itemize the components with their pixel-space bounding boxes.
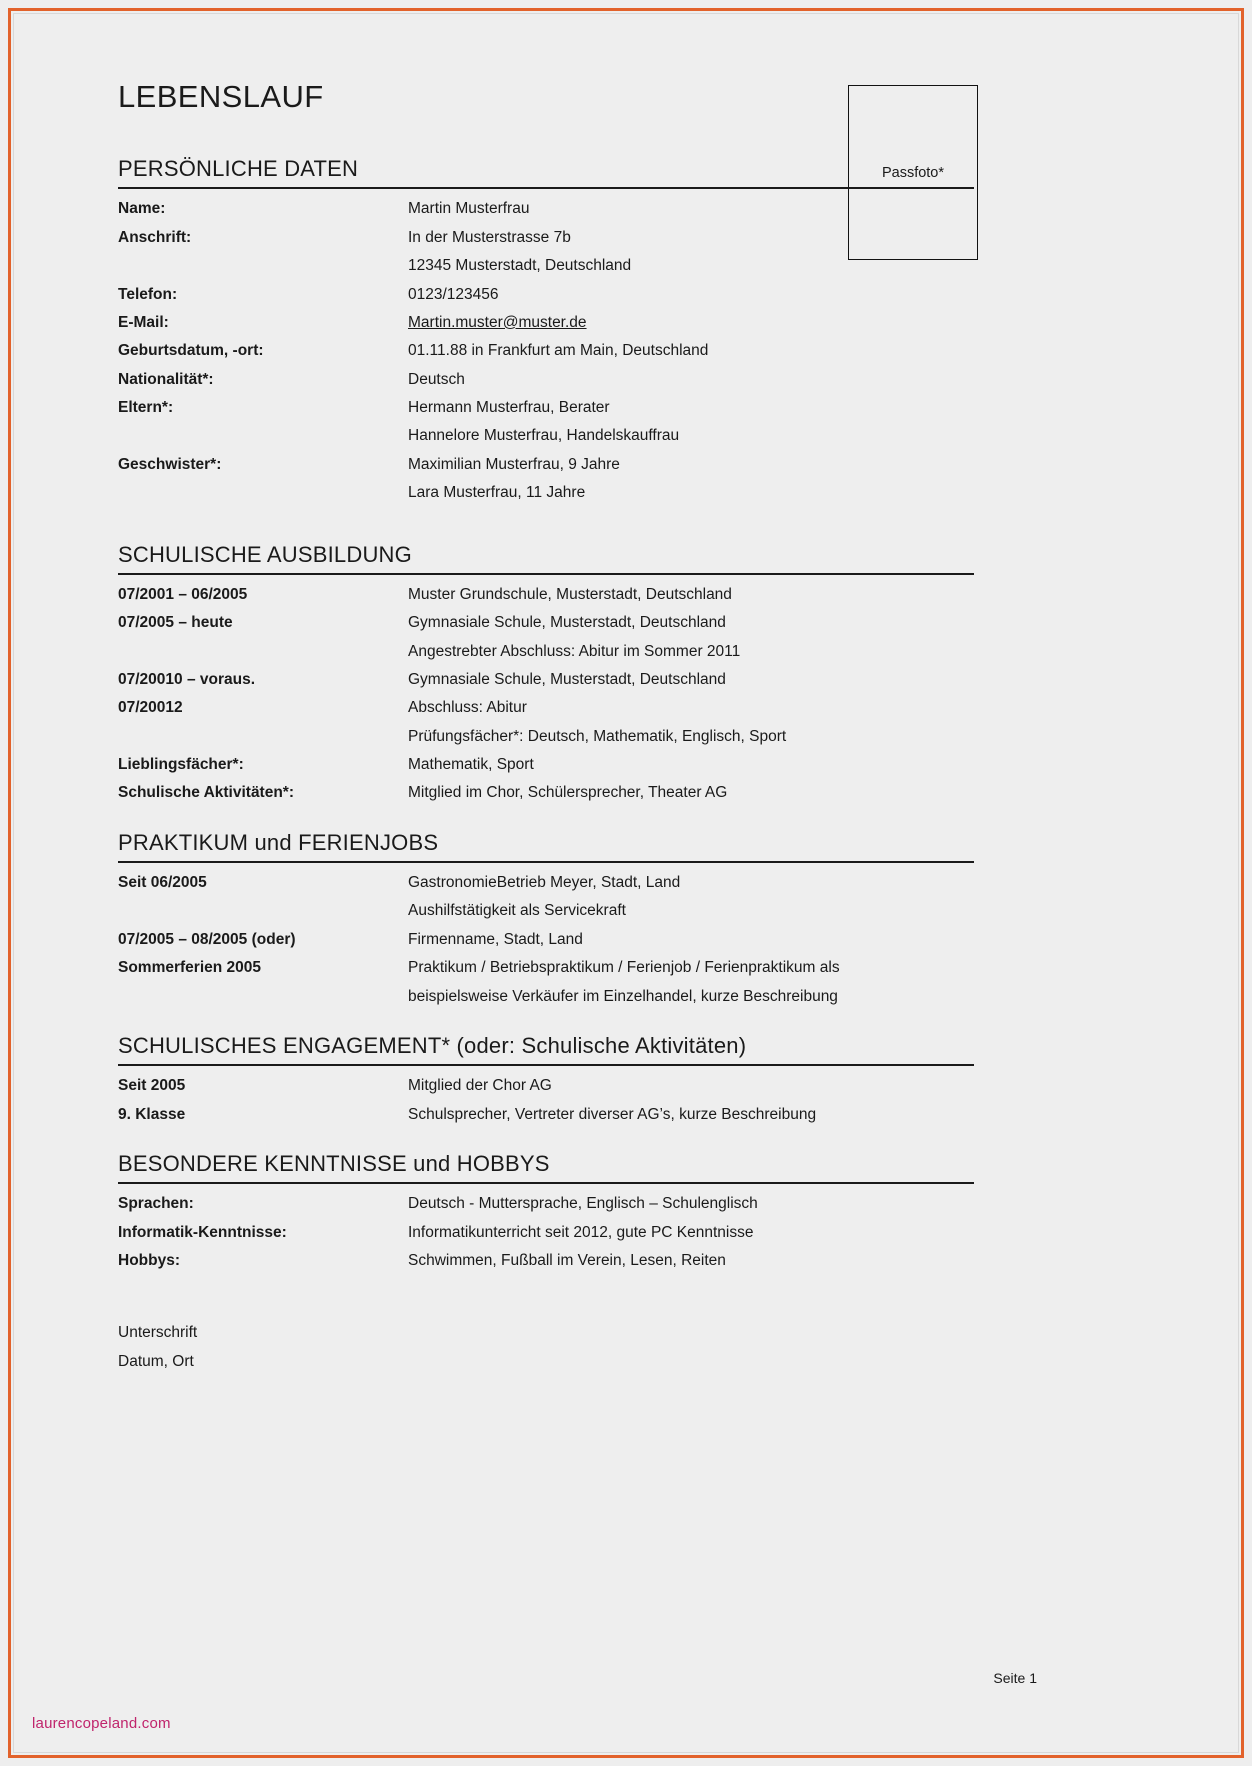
table-row (118, 930, 974, 958)
internships-rows (118, 873, 974, 1015)
row-label: Telefon: (118, 285, 178, 303)
row-label: 07/20010 – voraus. (118, 670, 256, 688)
row-label: 07/20012 (118, 699, 183, 717)
page-number: Seite 1 (993, 1670, 1037, 1686)
row-value (408, 585, 974, 613)
row-value (408, 313, 974, 341)
personal-data-rows (118, 199, 974, 511)
row-label: Sprachen: (118, 1195, 194, 1213)
value-line: Maximilian Musterfrau, 9 Jahre (408, 455, 620, 473)
table-row (118, 958, 974, 1015)
table-row (118, 370, 974, 398)
table-row (118, 1076, 974, 1104)
section-engagement (118, 1033, 988, 1133)
section-education (118, 542, 988, 812)
section-heading-personal: PERSÖNLICHE DATEN (118, 156, 359, 182)
row-value (408, 1251, 974, 1279)
section-personal-data (118, 156, 988, 511)
spacer (118, 512, 988, 542)
section-heading-internships: PRAKTIKUM und FERIENJOBS (118, 829, 439, 855)
value-line: Deutsch - Muttersprache, Englisch – Schulenglisch (408, 1195, 758, 1213)
email-link[interactable]: Martin.muster@muster.de (408, 313, 587, 331)
table-row (118, 313, 974, 341)
table-row (118, 228, 974, 285)
table-row (118, 670, 974, 698)
row-value (408, 228, 974, 285)
row-value (408, 873, 974, 930)
section-divider (118, 187, 974, 189)
row-value (408, 1105, 974, 1133)
spacer (118, 114, 988, 156)
value-line: Aushilfstätigkeit als Servicekraft (408, 902, 626, 920)
value-line: Mitglied der Chor AG (408, 1077, 552, 1095)
value-line: Hermann Musterfrau, Berater (408, 399, 610, 417)
spacer (118, 812, 988, 830)
section-divider (118, 1064, 974, 1066)
row-label: Name: (118, 200, 166, 218)
signature-block (118, 1319, 988, 1376)
value-line: Praktikum / Betriebspraktikum / Ferienjob / Ferienpraktikum als (408, 959, 840, 977)
row-label: Informatik-Kenntnisse: (118, 1223, 287, 1241)
skills-rows (118, 1194, 974, 1279)
passport-photo-label: Passfoto* (881, 164, 945, 181)
skills-table (118, 1194, 974, 1279)
row-label: Schulische Aktivitäten*: (118, 784, 295, 802)
row-value (408, 1076, 974, 1104)
signature-line-label: Unterschrift (118, 1324, 198, 1342)
row-value (408, 613, 974, 670)
row-value (408, 1194, 974, 1222)
section-divider (118, 861, 974, 863)
value-line: Hannelore Musterfrau, Handelskauffrau (408, 427, 680, 445)
row-value (408, 783, 974, 811)
table-row (118, 1223, 974, 1251)
row-label: E-Mail: (118, 313, 169, 331)
date-place-label: Datum, Ort (118, 1353, 194, 1371)
engagement-table (118, 1076, 974, 1133)
section-skills (118, 1151, 988, 1279)
table-row (118, 199, 974, 227)
section-internships (118, 830, 988, 1015)
value-line: Gymnasiale Schule, Musterstadt, Deutschland (408, 614, 726, 632)
value-line: Angestrebter Abschluss: Abitur im Sommer 2011 (408, 642, 741, 660)
value-line: Muster Grundschule, Musterstadt, Deutschland (408, 585, 732, 603)
row-value (408, 455, 974, 512)
row-value (408, 199, 974, 227)
value-line: GastronomieBetrieb Meyer, Stadt, Land (408, 874, 681, 892)
section-divider (118, 573, 974, 575)
value-line: Lara Musterfrau, 11 Jahre (408, 484, 586, 502)
row-label: 07/2005 – 08/2005 (oder) (118, 930, 296, 948)
table-row (118, 783, 974, 811)
table-row (118, 341, 974, 369)
table-row (118, 285, 974, 313)
row-label: Hobbys: (118, 1252, 180, 1270)
row-value (408, 398, 974, 455)
row-value (408, 698, 974, 755)
section-divider (118, 1182, 974, 1184)
education-rows (118, 585, 974, 812)
spacer (118, 1133, 988, 1151)
watermark: laurencopeland.com (32, 1715, 171, 1732)
row-label: Geschwister*: (118, 455, 222, 473)
table-row (118, 698, 974, 755)
row-value (408, 670, 974, 698)
value-line: 01.11.88 in Frankfurt am Main, Deutschland (408, 342, 709, 360)
value-line: Gymnasiale Schule, Musterstadt, Deutschland (408, 670, 726, 688)
row-label: Anschrift: (118, 228, 192, 246)
row-label: Eltern*: (118, 399, 174, 417)
section-heading-engagement: SCHULISCHES ENGAGEMENT* (oder: Schulische Aktivitäten) (118, 1032, 747, 1058)
table-row (118, 455, 974, 512)
spacer (118, 1015, 988, 1033)
row-label: Seit 2005 (118, 1077, 186, 1095)
row-label: Lieblingsfächer*: (118, 756, 244, 774)
section-heading-education: SCHULISCHE AUSBILDUNG (118, 541, 412, 567)
table-row (118, 585, 974, 613)
row-label: 07/2005 – heute (118, 614, 233, 632)
table-row (118, 1105, 974, 1133)
education-table (118, 585, 974, 812)
table-row (118, 755, 974, 783)
row-label: Sommerferien 2005 (118, 959, 262, 977)
value-line: Firmenname, Stadt, Land (408, 930, 583, 948)
value-line: beispielsweise Verkäufer im Einzelhandel, kurze Beschreibung (408, 987, 838, 1005)
table-row (118, 398, 974, 455)
value-line: Mathematik, Sport (408, 756, 534, 774)
value-line: Schwimmen, Fußball im Verein, Lesen, Reiten (408, 1252, 726, 1270)
value-line: In der Musterstrasse 7b (408, 228, 571, 246)
row-label: Geburtsdatum, -ort: (118, 342, 264, 360)
value-line: Deutsch (408, 370, 465, 388)
value-line: 12345 Musterstadt, Deutschland (408, 257, 632, 275)
table-row (118, 1194, 974, 1222)
value-line: Abschluss: Abitur (408, 699, 527, 717)
table-row (118, 1251, 974, 1279)
personal-data-table (118, 199, 974, 511)
row-value (408, 755, 974, 783)
row-value (408, 341, 974, 369)
row-label: Seit 06/2005 (118, 874, 207, 892)
engagement-rows (118, 1076, 974, 1133)
row-value (408, 958, 974, 1015)
row-label: Nationalität*: (118, 370, 214, 388)
row-value (408, 1223, 974, 1251)
value-line: Martin Musterfrau (408, 200, 530, 218)
row-value (408, 370, 974, 398)
value-line: 0123/123456 (408, 285, 499, 303)
row-label: 9. Klasse (118, 1105, 186, 1123)
value-line: Schulsprecher, Vertreter diverser AG’s, kurze Beschreibung (408, 1105, 817, 1123)
value-line: Mitglied im Chor, Schülersprecher, Theater AG (408, 784, 728, 802)
page-title: LEBENSLAUF (118, 79, 324, 114)
section-heading-skills: BESONDERE KENNTNISSE und HOBBYS (118, 1151, 550, 1177)
row-value (408, 285, 974, 313)
internships-table (118, 873, 974, 1015)
row-value (408, 930, 974, 958)
value-line: Prüfungsfächer*: Deutsch, Mathematik, Englisch, Sport (408, 727, 787, 745)
value-line: Informatikunterricht seit 2012, gute PC Kenntnisse (408, 1223, 754, 1241)
table-row (118, 873, 974, 930)
document-content (118, 80, 988, 1377)
row-label: 07/2001 – 06/2005 (118, 585, 248, 603)
table-row (118, 613, 974, 670)
